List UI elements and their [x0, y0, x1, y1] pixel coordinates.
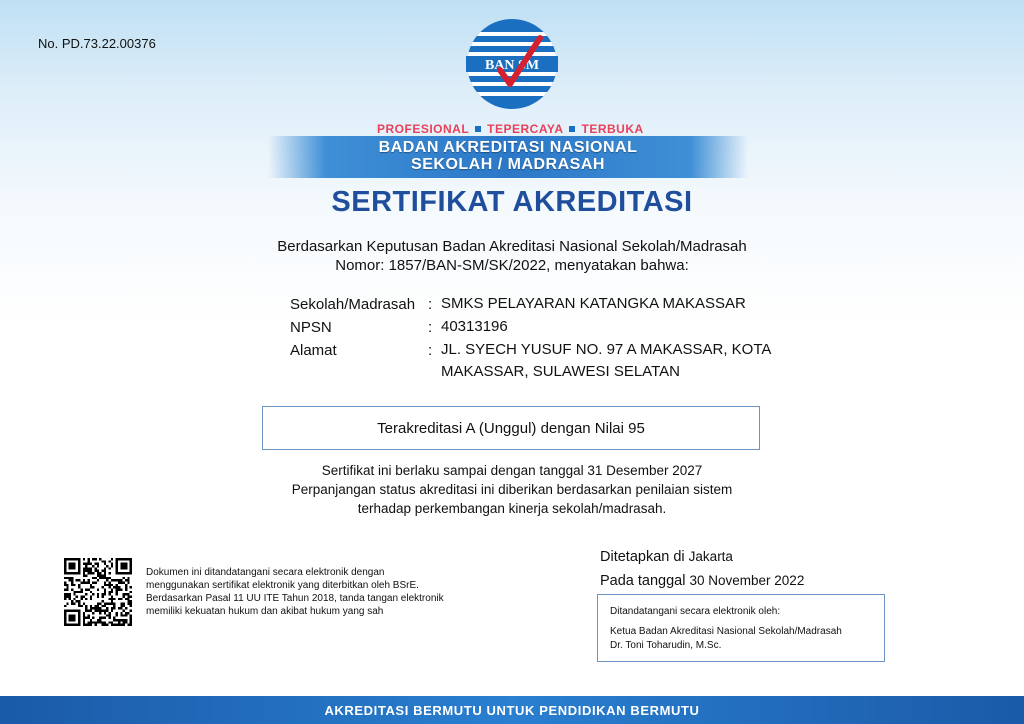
validity-line-3: terhadap perkembangan kinerja sekolah/madrasah.	[357, 501, 667, 516]
date-value: 30 November 2022	[689, 573, 805, 588]
address-label: Alamat	[290, 342, 337, 359]
qr-code-icon	[64, 558, 132, 626]
certificate-number: No. PD.73.22.00376	[38, 36, 156, 51]
place-value: Jakarta	[688, 549, 733, 564]
electronic-signature-note	[146, 566, 476, 618]
issue-place-date	[600, 545, 804, 593]
signatory-role: Ketua Badan Akreditasi Nasional Sekolah/Madrasah	[610, 626, 842, 637]
basis-line-2: Nomor: 1857/BAN-SM/SK/2022, menyatakan bahwa:	[335, 257, 689, 274]
npsn-value: 40313196	[441, 318, 508, 335]
address-colon: :	[428, 342, 433, 359]
address-line-1: JL. SYECH YUSUF NO. 97 A MAKASSAR, KOTA	[441, 341, 772, 358]
institution-banner	[268, 136, 748, 178]
basis-line-1: Berdasarkan Keputusan Badan Akreditasi Nasional Sekolah/Madrasah	[277, 238, 747, 255]
banner-line-1: BADAN AKREDITASI NASIONAL	[378, 139, 638, 156]
footer-slogan: AKREDITASI BERMUTU UNTUK PENDIDIKAN BERMUTU	[0, 696, 1024, 724]
validity-line-2: Perpanjangan status akreditasi ini diberikan berdasarkan penilaian sistem	[291, 482, 733, 497]
bullet-square-icon	[475, 126, 481, 132]
tagline	[377, 122, 644, 136]
e-note-line-2: menggunakan sertifikat elektronik yang diterbitkan oleh BSrE.	[146, 580, 419, 591]
e-note-line-1: Dokumen ini ditandatangani secara elektronik dengan	[146, 567, 385, 578]
validity-line-1: Sertifikat ini berlaku sampai dengan tanggal 31 Desember 2027	[321, 463, 703, 478]
bullet-square-icon	[569, 126, 575, 132]
signature-box	[597, 594, 885, 662]
tagline-item-profesional: PROFESIONAL	[377, 122, 470, 136]
e-note-line-3: Berdasarkan Pasal 11 UU ITE Tahun 2018, tanda tangan elektronik	[146, 593, 444, 604]
validity-statement	[0, 461, 1024, 518]
tagline-item-tepercaya: TEPERCAYA	[487, 122, 564, 136]
accreditation-result: Terakreditasi A (Unggul) dengan Nilai 95	[262, 406, 760, 450]
tagline-item-terbuka: TERBUKA	[581, 122, 644, 136]
address-value	[441, 339, 861, 383]
signature-heading: Ditandatangani secara elektronik oleh:	[610, 606, 781, 617]
npsn-colon: :	[428, 319, 433, 336]
logo-text: BAN SM	[484, 58, 540, 73]
certificate-title: SERTIFIKAT AKREDITASI	[331, 186, 693, 218]
ban-sm-logo	[466, 18, 558, 110]
place-label: Ditetapkan di	[600, 549, 685, 565]
address-line-2: MAKASSAR, SULAWESI SELATAN	[441, 363, 680, 380]
signatory-name: Dr. Toni Toharudin, M.Sc.	[610, 640, 722, 651]
decision-basis	[0, 237, 1024, 275]
banner-line-2: SEKOLAH / MADRASAH	[411, 156, 605, 173]
npsn-label: NPSN	[290, 319, 332, 336]
date-label: Pada tanggal	[600, 573, 686, 589]
school-colon: :	[428, 296, 433, 313]
e-note-line-4: memiliki kekuatan hukum dan akibat hukum yang sah	[146, 606, 384, 617]
school-value: SMKS PELAYARAN KATANGKA MAKASSAR	[441, 295, 746, 312]
school-label: Sekolah/Madrasah	[290, 296, 416, 313]
